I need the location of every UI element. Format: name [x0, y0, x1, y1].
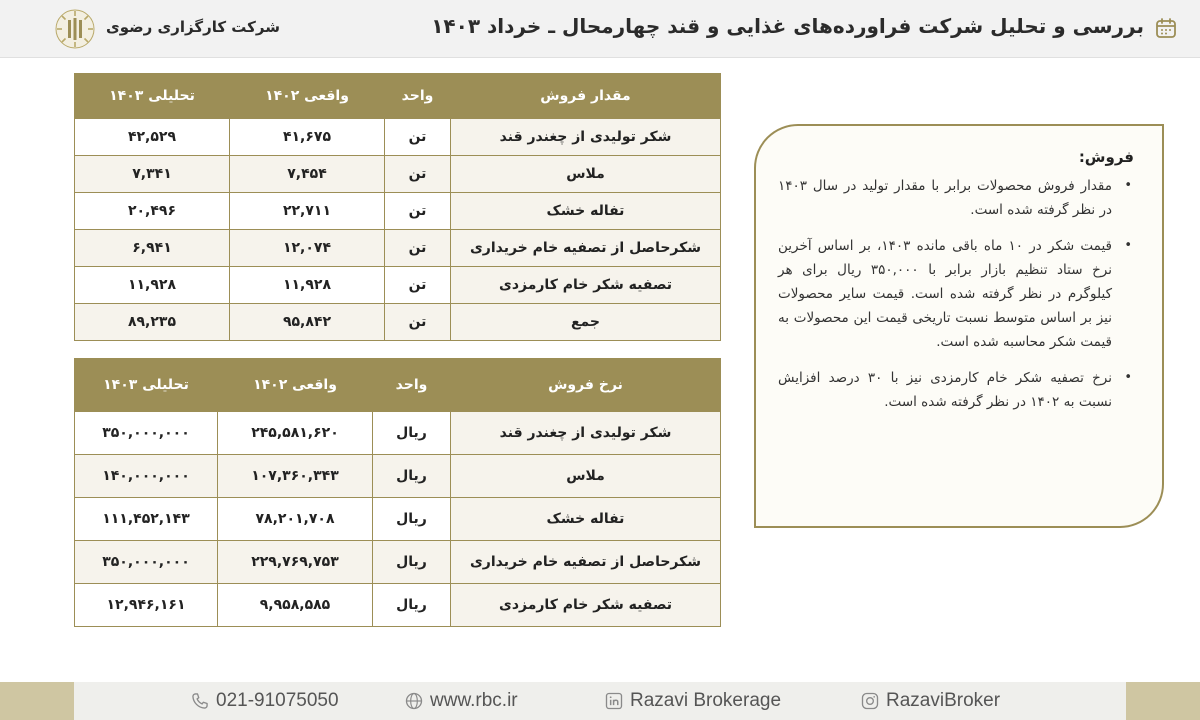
column-header: واقعی ۱۴۰۲: [230, 74, 385, 119]
note-text: نرخ تصفیه شکر خام کارمزدی نیز با ۳۰ درصد افزایش نسبت به ۱۴۰۲ در نظر گرفته شده است.: [778, 370, 1112, 410]
table-cell: ۹,۹۵۸,۵۸۵: [218, 584, 373, 627]
table-cell: ۲۲,۷۱۱: [230, 193, 385, 230]
table-row: [75, 412, 721, 455]
list-item: [778, 174, 1134, 222]
table-cell: ۱۱۱,۴۵۲,۱۴۳: [75, 498, 218, 541]
table-cell: ۳۵۰,۰۰۰,۰۰۰: [75, 541, 218, 584]
table-cell: ۸۹,۲۳۵: [75, 304, 230, 341]
table-cell: ۱۰۷,۳۶۰,۳۴۳: [218, 455, 373, 498]
table-row: [75, 455, 721, 498]
table-cell: ۲۰,۴۹۶: [75, 193, 230, 230]
footer-phone[interactable]: [190, 690, 339, 712]
table-cell: ریال: [373, 584, 451, 627]
table-cell: ریال: [373, 455, 451, 498]
table-cell: ۱۲,۰۷۴: [230, 230, 385, 267]
footer-bar: [0, 682, 1200, 720]
table-row: [75, 267, 721, 304]
table-cell: ۷,۳۴۱: [75, 156, 230, 193]
footer-accent-right: [1126, 682, 1200, 720]
sales-quantity-table: [74, 73, 721, 341]
table-cell: جمع: [451, 304, 721, 341]
table-cell: ۱۱,۹۲۸: [75, 267, 230, 304]
table-header-row: [75, 359, 721, 412]
brand-name: شرکت کارگزاری رضوی: [106, 18, 280, 36]
notes-title: فروش:: [1078, 148, 1134, 166]
table-cell: ۱۱,۹۲۸: [230, 267, 385, 304]
linkedin-icon: [604, 691, 624, 711]
table-cell: ۳۵۰,۰۰۰,۰۰۰: [75, 412, 218, 455]
column-header: واقعی ۱۴۰۲: [218, 359, 373, 412]
column-header: تحلیلی ۱۴۰۳: [75, 74, 230, 119]
table-cell: ۲۴۵,۵۸۱,۶۲۰: [218, 412, 373, 455]
table-cell: شکرحاصل از تصفیه خام خریداری: [451, 541, 721, 584]
table-cell: شکرحاصل از تصفیه خام خریداری: [451, 230, 721, 267]
table-cell: تن: [385, 230, 451, 267]
page-title: بررسی و تحلیل شرکت فراورده‌های غذایی و قند چهارمحال ـ خرداد ۱۴۰۳: [431, 14, 1144, 38]
note-text: مقدار فروش محصولات برابر با مقدار تولید در سال ۱۴۰۳ در نظر گرفته شده است.: [778, 178, 1112, 218]
globe-icon: [404, 691, 424, 711]
instagram-icon: [860, 691, 880, 711]
table-cell: ۱۴۰,۰۰۰,۰۰۰: [75, 455, 218, 498]
table-cell: ۷۸,۲۰۱,۷۰۸: [218, 498, 373, 541]
table-cell: شکر تولیدی از چغندر قند: [451, 412, 721, 455]
bullet-icon: •: [1124, 178, 1132, 193]
table-cell: ریال: [373, 541, 451, 584]
table-cell: شکر تولیدی از چغندر قند: [451, 119, 721, 156]
table-row: [75, 584, 721, 627]
notes-list: [778, 174, 1134, 414]
table-total-row: [75, 304, 721, 341]
header-bar: [0, 0, 1200, 58]
table-row: [75, 119, 721, 156]
table-row: [75, 230, 721, 267]
table-cell: تن: [385, 267, 451, 304]
table-cell: ملاس: [451, 156, 721, 193]
sales-price-table: [74, 358, 721, 627]
footer-accent-left: [0, 682, 74, 720]
table-row: [75, 156, 721, 193]
calendar-icon: [1154, 16, 1178, 40]
table-cell: تفاله خشک: [451, 193, 721, 230]
table-cell: ریال: [373, 412, 451, 455]
footer-linkedin[interactable]: [604, 690, 781, 712]
footer-website[interactable]: [404, 690, 518, 712]
sales-notes-box: [754, 124, 1164, 528]
table-header-row: [75, 74, 721, 119]
table-cell: تفاله خشک: [451, 498, 721, 541]
footer-instagram[interactable]: [860, 690, 1000, 712]
column-header: واحد: [373, 359, 451, 412]
table-cell: ۱۲,۹۴۶,۱۶۱: [75, 584, 218, 627]
bullet-icon: •: [1124, 238, 1132, 253]
table-cell: ریال: [373, 498, 451, 541]
table-cell: ۹۵,۸۴۲: [230, 304, 385, 341]
table-cell: تن: [385, 119, 451, 156]
table-cell: تصفیه شکر خام کارمزدی: [451, 267, 721, 304]
table-cell: ۴۲,۵۲۹: [75, 119, 230, 156]
bullet-icon: •: [1124, 370, 1132, 385]
note-text: قیمت شکر در ۱۰ ماه باقی مانده ۱۴۰۳، بر اساس آخرین نرخ ستاد تنظیم بازار برابر با ۳۵۰,۰۰۰ ریال برای هر کیلوگرم در نظر گرفته شده است. قیمت سایر محصولات نیز بر اساس متوسط نسبت تاریخی قیمت این محصولات به قیمت شکر محاسبه شده است.: [778, 238, 1113, 350]
column-header: تحلیلی ۱۴۰۳: [75, 359, 218, 412]
razavi-logo-icon: [54, 8, 96, 50]
table-cell: ۷,۴۵۴: [230, 156, 385, 193]
table-cell: تن: [385, 304, 451, 341]
list-item: [778, 234, 1134, 354]
website-text: www.rbc.ir: [430, 690, 518, 711]
phone-text: 021-91075050: [216, 690, 339, 711]
phone-icon: [190, 691, 210, 711]
table-cell: تصفیه شکر خام کارمزدی: [451, 584, 721, 627]
column-header: نرخ فروش: [451, 359, 721, 412]
instagram-text: RazaviBroker: [886, 690, 1001, 711]
column-header: واحد: [385, 74, 451, 119]
list-item: [778, 366, 1134, 414]
table-cell: ۲۲۹,۷۶۹,۷۵۳: [218, 541, 373, 584]
table-cell: تن: [385, 193, 451, 230]
table-cell: ۴۱,۶۷۵: [230, 119, 385, 156]
column-header: مقدار فروش: [451, 74, 721, 119]
table-row: [75, 541, 721, 584]
brand-text: Razavi Brokerage: [630, 690, 782, 711]
table-row: [75, 193, 721, 230]
table-cell: تن: [385, 156, 451, 193]
table-cell: ملاس: [451, 455, 721, 498]
table-row: [75, 498, 721, 541]
table-cell: ۶,۹۴۱: [75, 230, 230, 267]
